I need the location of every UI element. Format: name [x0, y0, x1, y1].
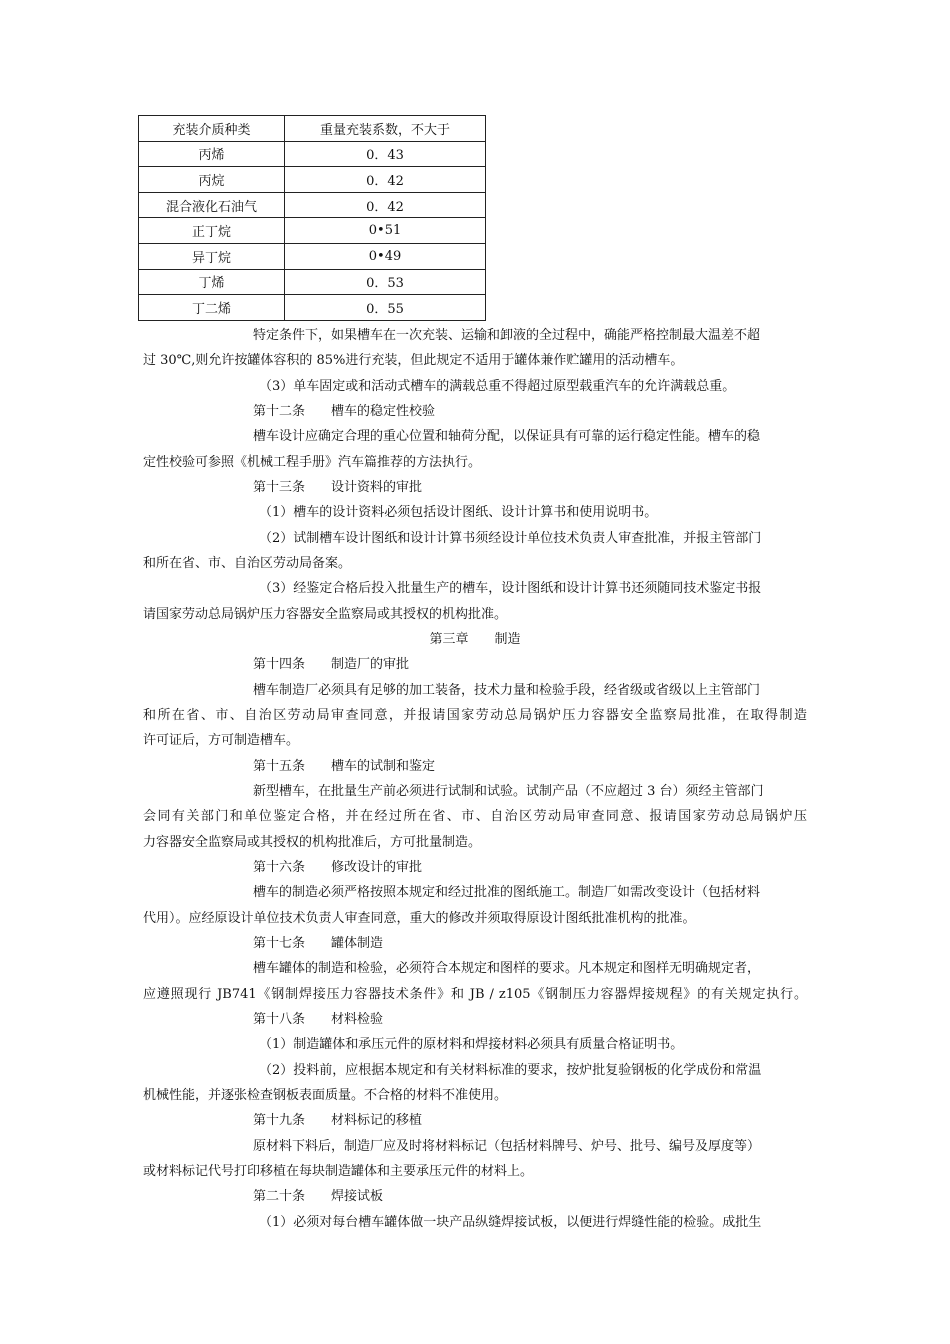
table-row: [139, 167, 486, 193]
text-line: 槽车的制造必须严格按照本规定和经过批准的图纸施工。制造厂如需改变设计（包括材料: [253, 885, 761, 901]
text-line: 代用）。应经原设计单位技术负责人审查同意，重大的修改并须取得原设计图纸批准机构的批准。: [143, 910, 696, 926]
article-heading: [253, 480, 422, 496]
table-cell-coefficient: 0．55: [285, 295, 486, 321]
text-line: 和所在省、市、自治区劳动局备案。: [143, 556, 352, 571]
table-cell-medium: 混合液化石油气: [139, 192, 285, 218]
text-line: （2）投料前，应根据本规定和有关材料标准的要求，按炉批复验钢板的化学成份和常温: [259, 1062, 762, 1078]
text-line: （1）必须对每台槽车罐体做一块产品纵缝焊接试板，以便进行焊缝性能的检验。成批生: [259, 1214, 762, 1230]
text-line: 力容器安全监察局或其授权的机构批准后，方可批量制造。: [143, 834, 482, 850]
article-heading: [253, 936, 383, 952]
text-line: 应遵照现行 JB741《钢制焊接压力容器技术条件》和 JB / z105《钢制压力容器焊接规程》的有关规定执行。: [143, 986, 807, 1002]
text-line: 过 30℃,则允许按罐体容积的 85%进行充装，但此规定不适用于罐体兼作贮罐用的活动槽车。: [143, 353, 684, 369]
table-cell-medium: 丙烯: [139, 141, 285, 167]
text-line: 槽车制造厂必须具有足够的加工装备，技术力量和检验手段，经省级或省级以上主管部门: [253, 682, 761, 698]
article-heading: [253, 759, 435, 775]
article-title: 槽车的稳定性校验: [331, 404, 436, 419]
article-number: 第二十条: [253, 1189, 306, 1205]
article-heading: [253, 1189, 383, 1205]
article-number: 第十四条: [253, 657, 306, 673]
table-cell-coefficient: 0．42: [285, 192, 486, 218]
text-line: 机械性能，并逐张检查钢板表面质量。不合格的材料不准使用。: [143, 1087, 508, 1103]
table-header-row: [139, 116, 486, 142]
text-line: （2）试制槽车设计图纸和设计计算书须经设计单位技术负责人审查批准，并报主管部门: [259, 530, 762, 546]
chapter-number: 第三章: [429, 632, 469, 647]
table-row: [139, 192, 486, 218]
article-heading: [253, 657, 409, 673]
article-title: 材料检验: [331, 1011, 384, 1027]
article-number: 第十九条: [253, 1113, 306, 1129]
table-cell-medium: 异丁烷: [139, 243, 285, 269]
text-line: 原材料下料后，制造厂应及时将材料标记（包括材料牌号、炉号、批号、编号及厚度等）: [253, 1138, 761, 1154]
article-heading: [253, 1012, 383, 1028]
article-title: 修改设计的审批: [331, 859, 423, 875]
table-cell-coefficient: 0．42: [285, 167, 486, 193]
table-cell-medium: 正丁烷: [139, 218, 285, 244]
article-number: 第十二条: [253, 404, 306, 419]
text-line: 槽车设计应确定合理的重心位置和轴荷分配，以保证具有可靠的运行稳定性能。槽车的稳: [253, 429, 761, 445]
article-heading: [253, 404, 435, 420]
table-cell-medium: 丁二烯: [139, 295, 285, 321]
article-title: 焊接试板: [331, 1189, 384, 1205]
text-line: 槽车罐体的制造和检验，必须符合本规定和图样的要求。凡本规定和图样无明确规定者，: [253, 961, 761, 977]
article-number: 第十三条: [253, 480, 306, 495]
text-line: （3）单车固定或和活动式槽车的满载总重不得超过原型载重汽车的允许满载总重。: [259, 378, 736, 394]
text-line: 会同有关部门和单位鉴定合格，并在经过所在省、市、自治区劳动局审查同意、报请国家劳动总局锅炉压: [143, 809, 807, 825]
article-number: 第十八条: [253, 1011, 306, 1027]
column-header-medium: 充装介质种类: [139, 116, 285, 142]
table-row: [139, 295, 486, 321]
article-title: 材料标记的移植: [331, 1113, 423, 1129]
article-heading: [253, 860, 422, 876]
chapter-title: 制造: [494, 632, 521, 647]
chapter-heading: [0, 632, 950, 648]
article-number: 第十六条: [253, 859, 306, 875]
text-line: 新型槽车，在批量生产前必须进行试制和试验。试制产品（不应超过 3 台）须经主管部门: [253, 783, 764, 799]
table-row: [139, 243, 486, 269]
text-line: 特定条件下，如果槽车在一次充装、运输和卸液的全过程中，确能严格控制最大温差不超: [253, 328, 761, 343]
article-title: 设计资料的审批: [331, 480, 423, 495]
table-cell-coefficient: 0•49: [285, 243, 486, 269]
article-title: 制造厂的审批: [331, 657, 410, 673]
text-line: 和所在省、市、自治区劳动局审查同意，并报请国家劳动总局锅炉压力容器安全监察局批准，在取得制造: [143, 708, 807, 723]
table-cell-medium: 丁烯: [139, 269, 285, 295]
article-title: 槽车的试制和鉴定: [331, 758, 436, 774]
table-cell-medium: 丙烷: [139, 167, 285, 193]
article-number: 第十七条: [253, 935, 306, 951]
article-number: 第十五条: [253, 758, 306, 774]
column-header-coefficient: 重量充装系数，不大于: [285, 116, 486, 142]
article-heading: [253, 1113, 422, 1129]
table-cell-coefficient: 0．43: [285, 141, 486, 167]
text-line: （1）制造罐体和承压元件的原材料和焊接材料必须具有质量合格证明书。: [259, 1037, 684, 1053]
table-row: [139, 269, 486, 295]
text-line: 或材料标记代号打印移植在每块制造罐体和主要承压元件的材料上。: [143, 1163, 534, 1179]
text-line: 定性校验可参照《机械工程手册》汽车篇推荐的方法执行。: [143, 454, 482, 470]
table-cell-coefficient: 0．53: [285, 269, 486, 295]
article-title: 罐体制造: [331, 935, 384, 951]
table-cell-coefficient: 0•51: [285, 218, 486, 244]
text-line: （1）槽车的设计资料必须包括设计图纸、设计计算书和使用说明书。: [259, 505, 658, 521]
table-row: [139, 218, 486, 244]
text-line: （3）经鉴定合格后投入批量生产的槽车，设计图纸和设计计算书还须随同技术鉴定书报: [259, 581, 762, 597]
table-row: [139, 141, 486, 167]
text-line: 请国家劳动总局锅炉压力容器安全监察局或其授权的机构批准。: [143, 606, 508, 622]
filling-coefficient-table: [138, 115, 486, 321]
text-line: 许可证后，方可制造槽车。: [143, 733, 300, 749]
